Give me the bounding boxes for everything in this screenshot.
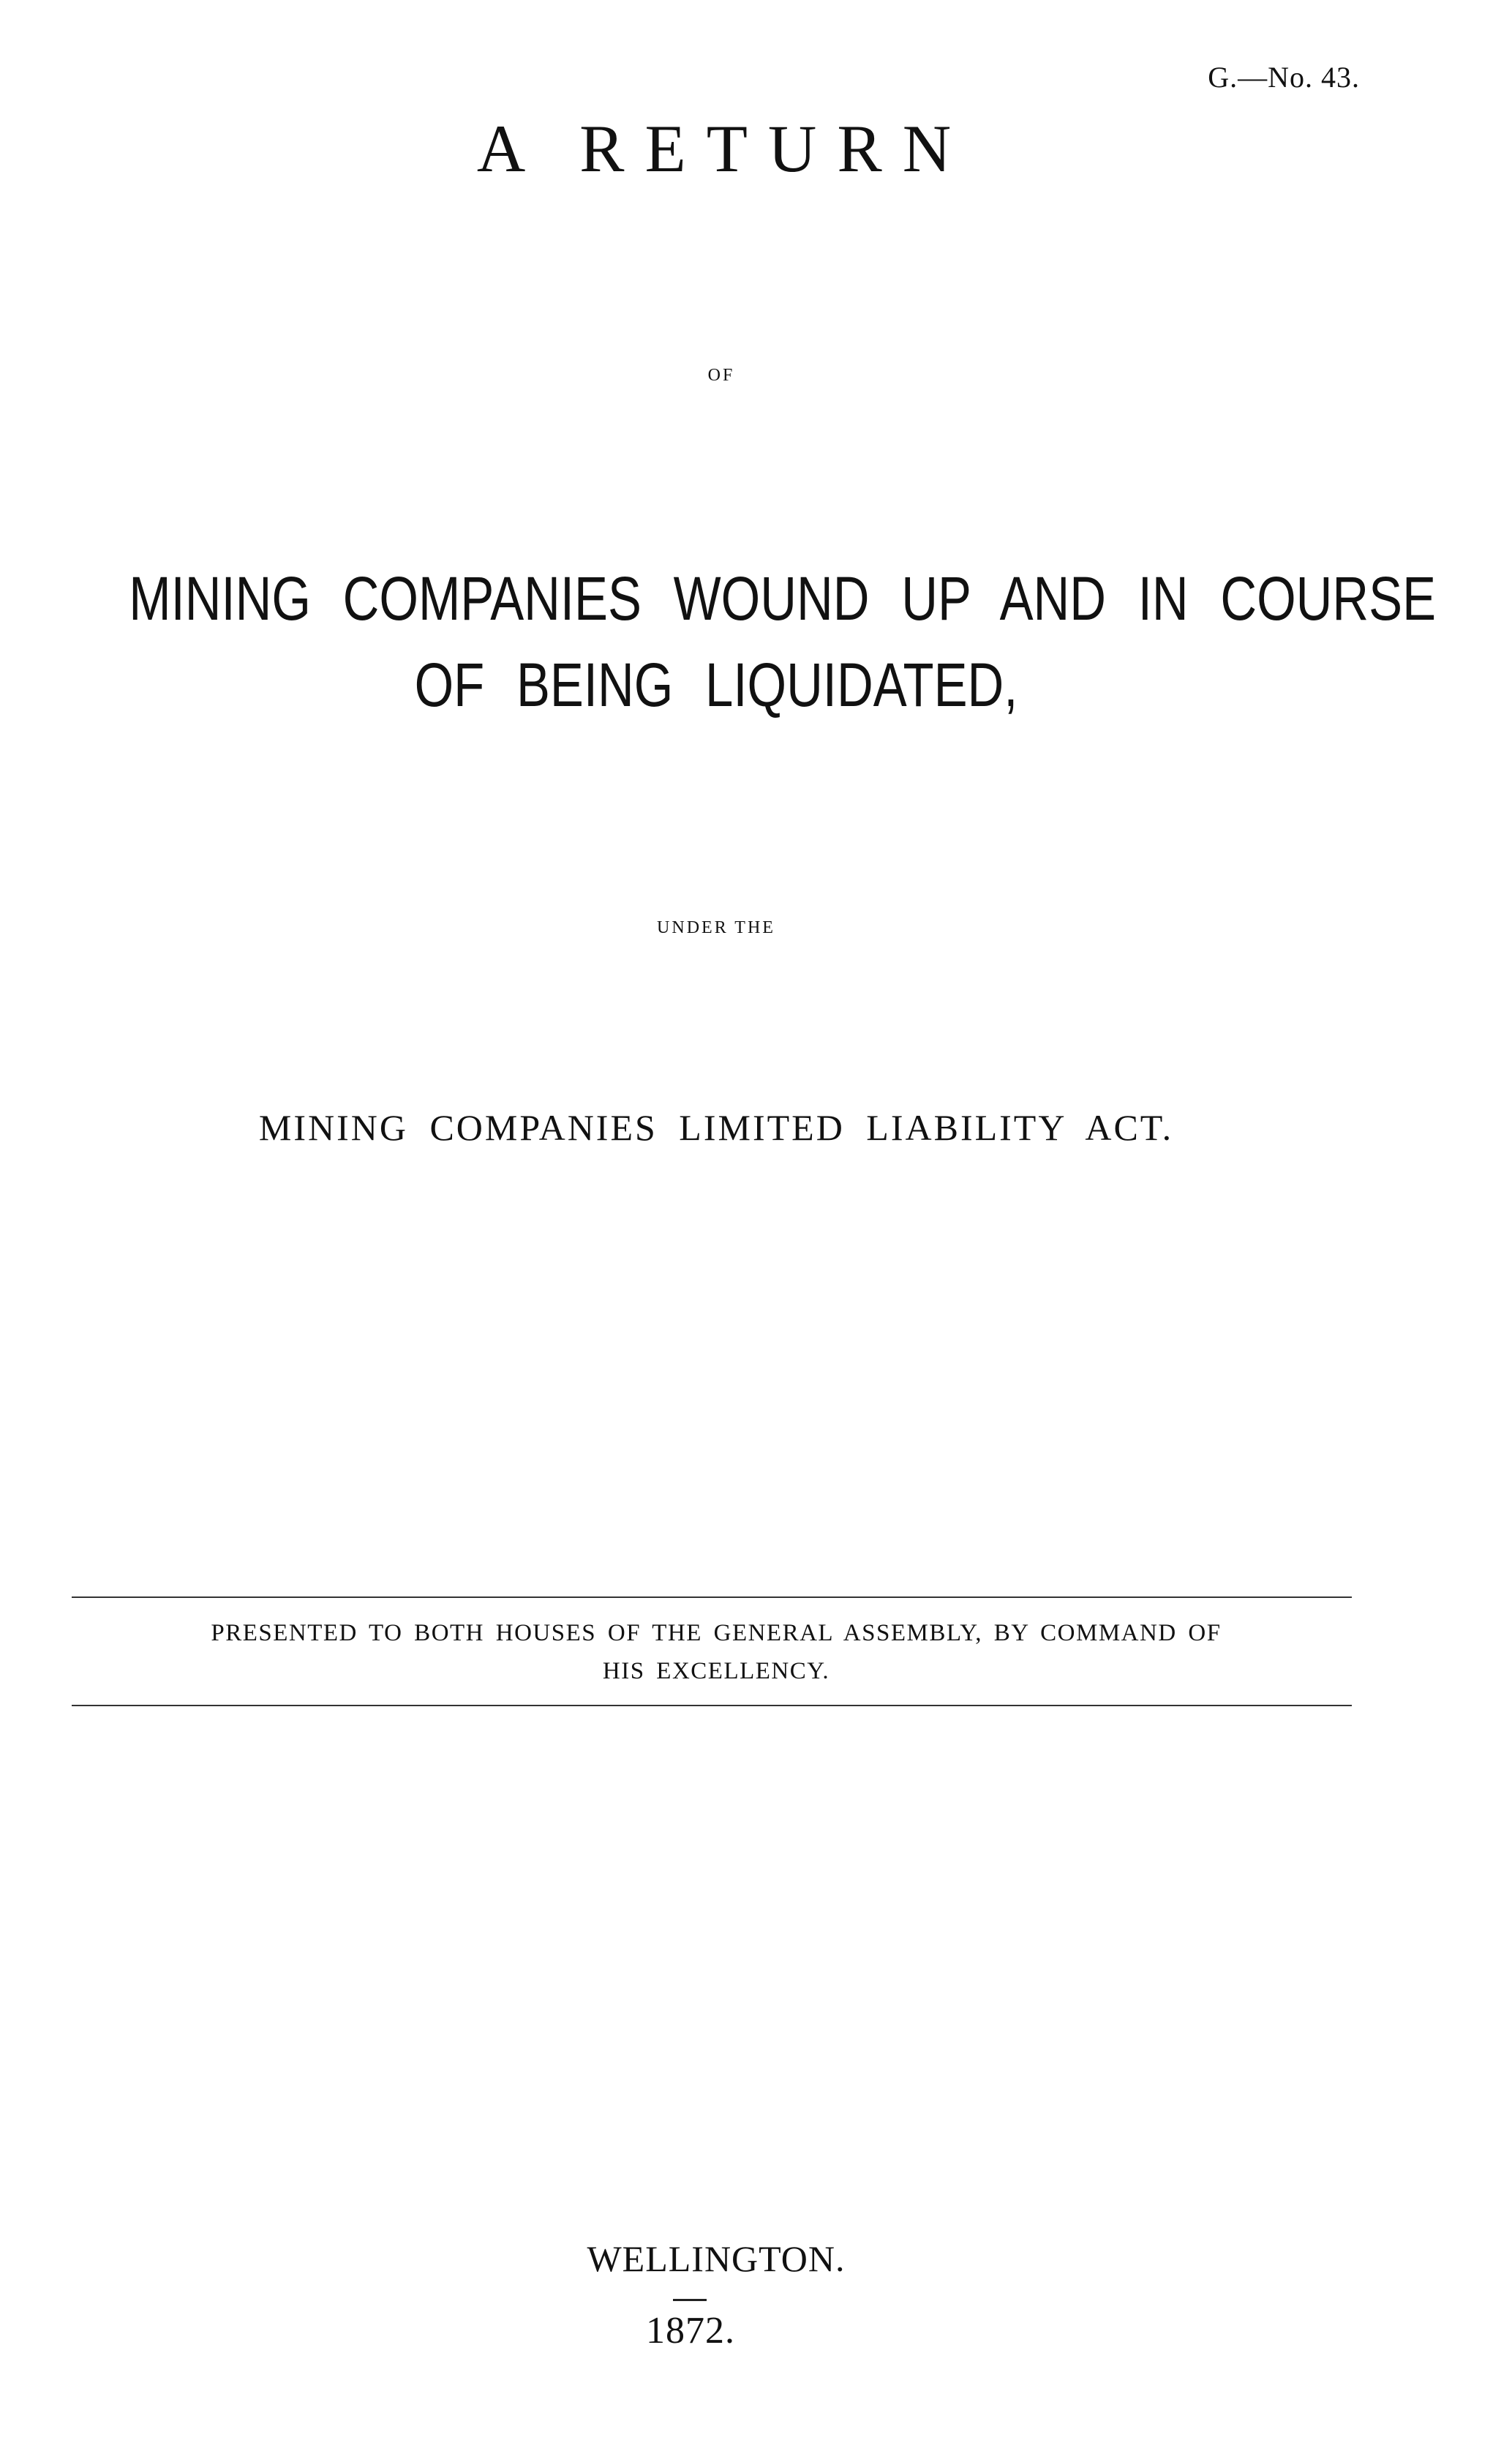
document-reference-number: G.—No. 43. xyxy=(1208,61,1360,94)
title-connector-of: OF xyxy=(707,366,735,385)
presentation-statement-line-2: HIS EXCELLENCY. xyxy=(602,1658,830,1684)
page-title: A RETURN xyxy=(476,111,972,186)
imprint-place: WELLINGTON. xyxy=(587,2238,846,2279)
imprint-separator-dash xyxy=(673,2299,707,2301)
top-divider-rule xyxy=(72,1596,1352,1598)
subject-heading-line-1: MINING COMPANIES WOUND UP AND IN COURSE xyxy=(129,564,1437,633)
subject-heading-line-2: OF BEING LIQUIDATED, xyxy=(414,650,1018,719)
act-name: MINING COMPANIES LIMITED LIABILITY ACT. xyxy=(258,1107,1174,1148)
under-the-connector: UNDER THE xyxy=(657,918,775,937)
presentation-statement-line-1: PRESENTED TO BOTH HOUSES OF THE GENERAL ASSEMBLY, BY COMMAND OF xyxy=(211,1620,1222,1646)
bottom-divider-rule xyxy=(72,1705,1352,1706)
imprint-year: 1872. xyxy=(646,2310,735,2352)
